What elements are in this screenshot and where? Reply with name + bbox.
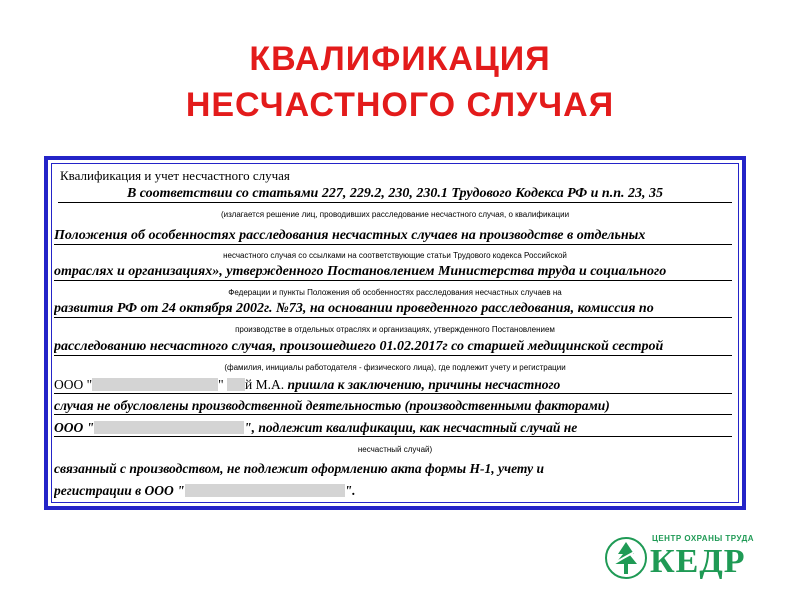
hint-line-2: несчастного случая со ссылками на соответствующие статьи Трудового кодекса Российской — [223, 251, 567, 260]
conclusion-line-4: связанный с производством, не подлежит оформлению акта формы Н-1, учету и — [54, 461, 544, 476]
registration-suffix: ". — [344, 483, 356, 498]
hint-line-5: (фамилия, инициалы работодателя - физического лица), где подлежит учету и регистрации — [224, 363, 566, 372]
org-prefix-2: ООО " — [54, 420, 95, 435]
redacted-surname — [227, 378, 245, 391]
redacted-org-name-1 — [92, 378, 218, 391]
redacted-org-name-2 — [94, 421, 244, 434]
logo-name: КЕДР — [650, 543, 746, 580]
slide-title-line-1: КВАЛИФИКАЦИЯ — [249, 40, 551, 78]
hint-line-6: несчастный случай) — [357, 445, 433, 454]
tree-emblem-icon — [604, 536, 648, 580]
conclusion-text-3: ", подлежит квалификации, как несчастный случай не — [244, 420, 578, 435]
hint-line-3: Федерации и пункты Положения об особенностях расследования несчастных случаев на — [228, 288, 562, 297]
conclusion-line-3 — [54, 420, 732, 437]
conclusion-line-2: случая не обусловлены производственной деятельностью (производственными факторами) — [54, 398, 732, 415]
conclusion-line-1 — [54, 377, 732, 394]
fill-line-1: В соответствии со статьями 227, 229.2, 230, 230.1 Трудового Кодекса РФ и п.п. 23, 35 — [58, 186, 732, 203]
hint-line-1: (излагается решение лиц, проводивших расследование несчастного случая, о квалификации — [220, 210, 570, 219]
conclusion-text-1: пришла к заключению, причины несчастного — [287, 377, 561, 392]
fill-line-4: развития РФ от 24 октября 2002г. №73, на основании проведенного расследования, комиссия по — [54, 301, 732, 318]
slide-title-line-2: НЕСЧАСТНОГО СЛУЧАЯ — [185, 86, 615, 124]
org-prefix-1: ООО " — [54, 377, 93, 392]
logo-tagline: ЦЕНТР ОХРАНЫ ТРУДА — [652, 534, 755, 543]
registration-text: регистрации в ООО " — [54, 483, 185, 498]
hint-line-4: производстве в отдельных отраслях и организациях, утвержденного Постановлением — [235, 325, 555, 334]
fill-line-3: отраслях и организациях», утвержденного Постановлением Министерства труда и социального — [54, 264, 732, 281]
fill-line-2: Положения об особенностях расследования несчастных случаев на производстве в отдельных — [54, 228, 732, 245]
document-heading: Квалификация и учет несчастного случая — [60, 168, 290, 183]
slide-title — [0, 36, 800, 128]
fill-line-5: расследованию несчастного случая, произошедшего 01.02.2017г со старшей медицинской сестрой — [54, 339, 732, 356]
redacted-org-name-3 — [185, 484, 345, 497]
org-suffix-1: " — [218, 377, 228, 392]
conclusion-line-5 — [54, 483, 732, 499]
document-excerpt — [44, 156, 746, 510]
document-inner-border — [51, 163, 739, 503]
initials: й М.А. — [245, 377, 288, 392]
kedr-logo — [604, 532, 784, 588]
